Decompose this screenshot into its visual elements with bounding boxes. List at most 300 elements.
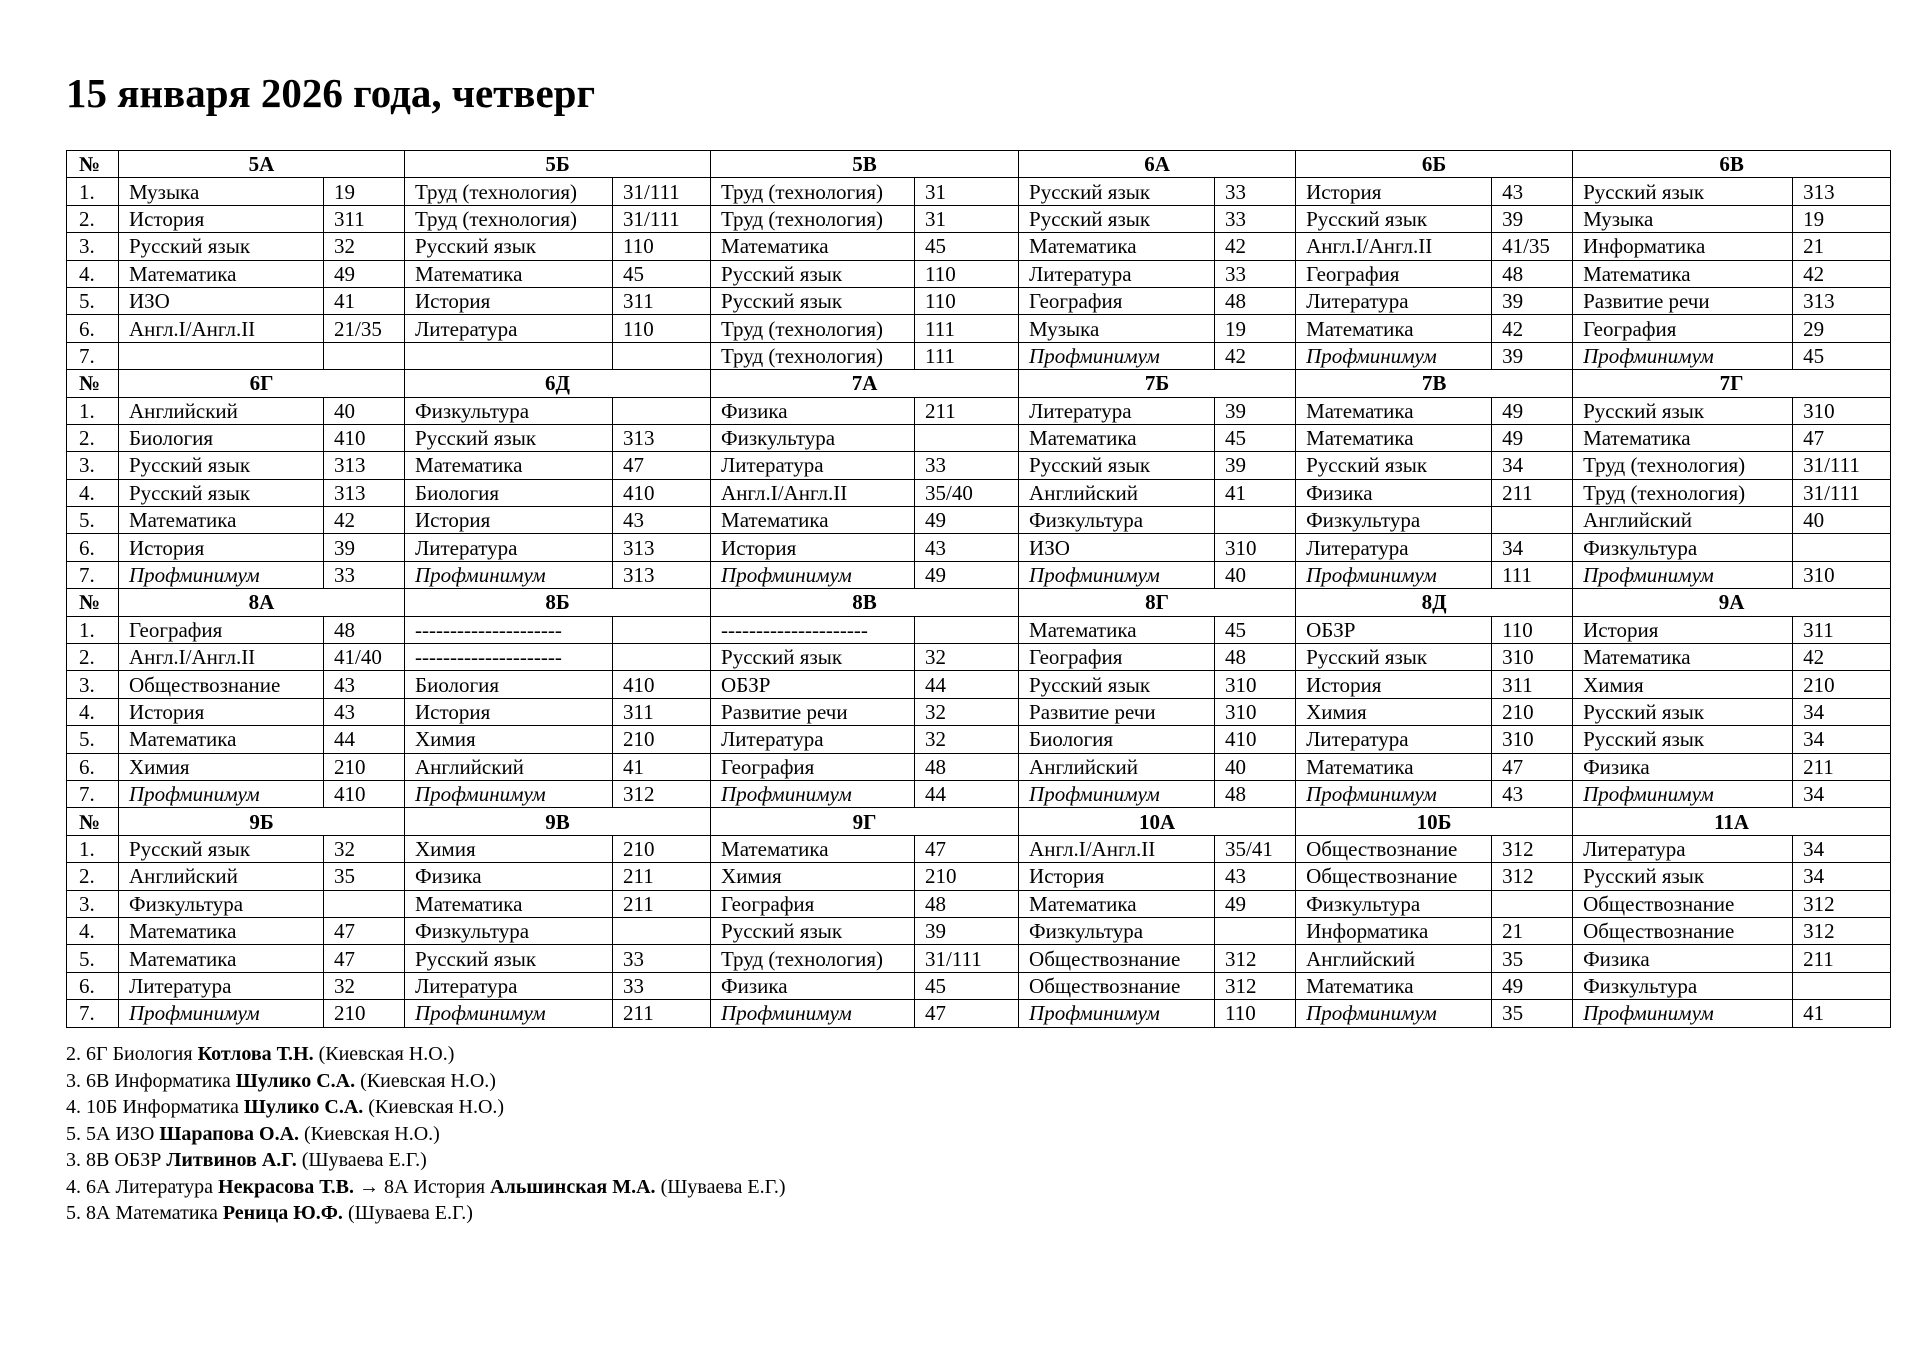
lesson-row — [67, 233, 1891, 260]
room-cell: 21 — [1793, 233, 1891, 260]
note-line — [66, 1041, 786, 1068]
note-suffix: (Киевская Н.О.) — [363, 1096, 505, 1118]
room-cell — [613, 644, 711, 671]
room-cell: 48 — [1492, 260, 1573, 287]
room-cell: 32 — [915, 726, 1019, 753]
lesson-number: 1. — [67, 835, 119, 862]
lesson-number: 5. — [67, 726, 119, 753]
note-line — [66, 1068, 786, 1095]
subject-cell: Развитие речи — [711, 698, 915, 725]
subject-cell: География — [1019, 644, 1215, 671]
subject-cell: Литература — [711, 452, 915, 479]
lesson-row — [67, 507, 1891, 534]
room-cell: 111 — [915, 342, 1019, 369]
subject-cell: Литература — [1296, 287, 1492, 314]
subject-cell: Биология — [119, 424, 324, 451]
subject-cell: История — [405, 507, 613, 534]
subject-cell: Литература — [1296, 534, 1492, 561]
room-cell: 410 — [1215, 726, 1296, 753]
lesson-row — [67, 260, 1891, 287]
room-cell: 35/40 — [915, 479, 1019, 506]
lesson-number: 7. — [67, 780, 119, 807]
subject-cell: Информатика — [1573, 233, 1793, 260]
room-cell: 43 — [915, 534, 1019, 561]
room-cell: 313 — [324, 452, 405, 479]
subject-cell: Математика — [1296, 397, 1492, 424]
subject-cell: ОБЗР — [1296, 616, 1492, 643]
subject-cell: Литература — [405, 972, 613, 999]
room-cell: 49 — [1492, 397, 1573, 424]
subject-cell: Биология — [405, 671, 613, 698]
room-cell: 45 — [1215, 616, 1296, 643]
room-cell: 47 — [324, 945, 405, 972]
subject-cell: Биология — [405, 479, 613, 506]
room-cell: 311 — [1793, 616, 1891, 643]
room-cell: 48 — [1215, 780, 1296, 807]
class-name-header: 7Г — [1573, 370, 1891, 397]
room-cell: 32 — [915, 698, 1019, 725]
room-cell: 42 — [1793, 644, 1891, 671]
subject-cell: Физика — [711, 972, 915, 999]
note-suffix: (Киевская Н.О.) — [355, 1069, 496, 1092]
lesson-row — [67, 917, 1891, 944]
class-name-header: 8А — [119, 589, 405, 616]
room-cell: 313 — [1793, 287, 1891, 314]
room-cell: 47 — [324, 917, 405, 944]
subject-cell: География — [119, 616, 324, 643]
class-name-header: 7Б — [1019, 370, 1296, 397]
subject-cell: Математика — [1296, 753, 1492, 780]
room-cell: 47 — [915, 1000, 1019, 1027]
room-cell: 41/40 — [324, 644, 405, 671]
room-cell: 49 — [915, 507, 1019, 534]
subject-cell: Профминимум — [1573, 342, 1793, 369]
subject-cell: Русский язык — [405, 233, 613, 260]
room-cell: 39 — [1492, 287, 1573, 314]
subject-cell: Труд (технология) — [711, 178, 915, 205]
class-name-header: 6Д — [405, 370, 711, 397]
subject-cell: Музыка — [1019, 315, 1215, 342]
room-cell: 34 — [1492, 534, 1573, 561]
lesson-number: 1. — [67, 178, 119, 205]
room-cell: 311 — [613, 698, 711, 725]
subject-cell: История — [1296, 178, 1492, 205]
room-cell: 35/41 — [1215, 835, 1296, 862]
subject-cell: ИЗО — [1019, 534, 1215, 561]
class-name-header: 7В — [1296, 370, 1573, 397]
subject-cell: Русский язык — [1573, 698, 1793, 725]
room-cell: 19 — [1215, 315, 1296, 342]
subject-cell: Физкультура — [405, 397, 613, 424]
lesson-row — [67, 644, 1891, 671]
room-cell: 49 — [324, 260, 405, 287]
room-cell: 210 — [613, 726, 711, 753]
class-name-header: 5А — [119, 151, 405, 178]
section-header-row — [67, 808, 1891, 835]
room-cell: 34 — [1793, 863, 1891, 890]
subject-cell: Музыка — [1573, 205, 1793, 232]
room-cell: 410 — [324, 424, 405, 451]
subject-cell: Литература — [405, 534, 613, 561]
room-cell: 43 — [613, 507, 711, 534]
subject-cell: История — [1573, 616, 1793, 643]
lesson-row — [67, 835, 1891, 862]
room-cell: 313 — [613, 424, 711, 451]
room-cell: 39 — [1215, 397, 1296, 424]
class-name-header: 7А — [711, 370, 1019, 397]
lesson-row — [67, 1000, 1891, 1027]
subject-cell: Физкультура — [1573, 534, 1793, 561]
subject-cell: Труд (технология) — [711, 945, 915, 972]
teacher-name: Шулико С.А. — [243, 1096, 364, 1118]
room-cell: 45 — [613, 260, 711, 287]
room-cell: 39 — [1215, 452, 1296, 479]
room-cell: 19 — [324, 178, 405, 205]
subject-cell: Биология — [1019, 726, 1215, 753]
subject-cell: География — [1573, 315, 1793, 342]
room-cell: 111 — [1492, 561, 1573, 588]
lesson-row — [67, 479, 1891, 506]
subject-cell: Англ.I/Англ.II — [119, 315, 324, 342]
lesson-row — [67, 945, 1891, 972]
class-name-header: 11А — [1573, 808, 1891, 835]
room-cell — [324, 342, 405, 369]
subject-cell: --------------------- — [405, 616, 613, 643]
lesson-row — [67, 452, 1891, 479]
room-cell: 40 — [1793, 507, 1891, 534]
note-line — [66, 1174, 786, 1201]
subject-cell: Английский — [1019, 753, 1215, 780]
subject-cell: Математика — [119, 726, 324, 753]
room-cell: 40 — [1215, 753, 1296, 780]
subject-cell: Профминимум — [1296, 561, 1492, 588]
subject-cell: Русский язык — [711, 644, 915, 671]
lesson-number: 2. — [67, 644, 119, 671]
subject-cell: История — [119, 205, 324, 232]
room-cell: 211 — [1793, 945, 1891, 972]
room-cell: 310 — [1215, 671, 1296, 698]
subject-cell: Русский язык — [119, 479, 324, 506]
subject-cell: Физика — [1573, 945, 1793, 972]
room-cell: 32 — [324, 233, 405, 260]
subject-cell: Профминимум — [1019, 1000, 1215, 1027]
lesson-row — [67, 726, 1891, 753]
subject-cell: Русский язык — [1296, 452, 1492, 479]
lesson-number: 7. — [67, 1000, 119, 1027]
teacher-name: Литвинов А.Г. — [166, 1149, 297, 1171]
teacher-name: Альшинская М.А. — [490, 1175, 656, 1198]
note-line — [66, 1147, 786, 1174]
room-cell: 42 — [324, 507, 405, 534]
room-cell — [1492, 890, 1573, 917]
schedule-table — [66, 150, 1891, 1028]
lesson-number: 3. — [67, 671, 119, 698]
room-cell: 21/35 — [324, 315, 405, 342]
room-cell — [1793, 534, 1891, 561]
room-cell: 29 — [1793, 315, 1891, 342]
room-cell: 311 — [613, 287, 711, 314]
lesson-number: 4. — [67, 260, 119, 287]
subject-cell: Профминимум — [711, 780, 915, 807]
lesson-number-header: № — [67, 370, 119, 397]
subject-cell: Математика — [711, 507, 915, 534]
class-name-header: 5В — [711, 151, 1019, 178]
note-prefix: 3. 6В Информатика — [66, 1069, 236, 1092]
room-cell: 312 — [1793, 917, 1891, 944]
lesson-row — [67, 315, 1891, 342]
room-cell: 43 — [324, 671, 405, 698]
room-cell: 31/111 — [1793, 452, 1891, 479]
lesson-number-header: № — [67, 589, 119, 616]
room-cell: 43 — [1492, 780, 1573, 807]
room-cell: 32 — [324, 972, 405, 999]
class-name-header: 5Б — [405, 151, 711, 178]
subject-cell: Английский — [119, 863, 324, 890]
lesson-number: 2. — [67, 205, 119, 232]
subject-cell: Обществознание — [119, 671, 324, 698]
room-cell: 312 — [1215, 945, 1296, 972]
subject-cell: Физика — [1573, 753, 1793, 780]
class-name-header: 9В — [405, 808, 711, 835]
subject-cell: Информатика — [1296, 917, 1492, 944]
subject-cell: Физкультура — [711, 424, 915, 451]
subject-cell: Англ.I/Англ.II — [119, 644, 324, 671]
subject-cell: Русский язык — [1296, 205, 1492, 232]
subject-cell: Физкультура — [119, 890, 324, 917]
room-cell: 311 — [324, 205, 405, 232]
note-suffix: (Шуваева Е.Г.) — [296, 1149, 427, 1171]
room-cell: 310 — [1793, 397, 1891, 424]
room-cell: 48 — [324, 616, 405, 643]
subject-cell: Профминимум — [1019, 561, 1215, 588]
subject-cell: Профминимум — [119, 561, 324, 588]
room-cell — [613, 397, 711, 424]
room-cell — [613, 342, 711, 369]
subject-cell: Англ.I/Англ.II — [1019, 835, 1215, 862]
room-cell: 42 — [1793, 260, 1891, 287]
subject-cell: Развитие речи — [1573, 287, 1793, 314]
room-cell: 410 — [613, 479, 711, 506]
class-name-header: 8В — [711, 589, 1019, 616]
subject-cell: Профминимум — [1573, 561, 1793, 588]
subject-cell: Литература — [119, 972, 324, 999]
note-prefix: 2. 6Г Биология — [66, 1043, 198, 1065]
subject-cell: Музыка — [119, 178, 324, 205]
subject-cell: Труд (технология) — [405, 205, 613, 232]
subject-cell: Профминимум — [405, 561, 613, 588]
subject-cell: Английский — [1573, 507, 1793, 534]
room-cell: 313 — [613, 561, 711, 588]
teacher-name: Котлова Т.Н. — [197, 1043, 314, 1065]
room-cell — [915, 424, 1019, 451]
room-cell: 45 — [1793, 342, 1891, 369]
subject-cell: Математика — [711, 835, 915, 862]
room-cell: 49 — [1215, 890, 1296, 917]
lesson-number: 7. — [67, 561, 119, 588]
subject-cell: Профминимум — [1573, 1000, 1793, 1027]
lesson-row — [67, 397, 1891, 424]
lesson-number: 5. — [67, 507, 119, 534]
room-cell: 44 — [324, 726, 405, 753]
class-name-header: 10Б — [1296, 808, 1573, 835]
subject-cell: Математика — [1296, 424, 1492, 451]
subject-cell: Труд (технология) — [711, 205, 915, 232]
subject-cell: Химия — [119, 753, 324, 780]
subject-cell: Профминимум — [711, 561, 915, 588]
subject-cell: Математика — [1573, 644, 1793, 671]
lesson-number: 4. — [67, 479, 119, 506]
subject-cell: Физика — [405, 863, 613, 890]
class-name-header: 9А — [1573, 589, 1891, 616]
room-cell: 210 — [915, 863, 1019, 890]
subject-cell: Русский язык — [711, 260, 915, 287]
subject-cell: Труд (технология) — [1573, 479, 1793, 506]
subject-cell: Физкультура — [1019, 917, 1215, 944]
note-prefix: 5. 8А Математика — [66, 1202, 223, 1224]
subject-cell: Математика — [405, 452, 613, 479]
subject-cell: Труд (технология) — [711, 342, 915, 369]
subject-cell: Русский язык — [119, 835, 324, 862]
subject-cell: История — [711, 534, 915, 561]
subject-cell: Профминимум — [1019, 780, 1215, 807]
subject-cell: Математика — [1019, 890, 1215, 917]
subject-cell: Русский язык — [1573, 397, 1793, 424]
lesson-row — [67, 671, 1891, 698]
room-cell: 47 — [1492, 753, 1573, 780]
room-cell: 31/111 — [915, 945, 1019, 972]
subject-cell: Русский язык — [711, 287, 915, 314]
subject-cell: География — [711, 890, 915, 917]
lesson-row — [67, 863, 1891, 890]
lesson-row — [67, 753, 1891, 780]
subject-cell: Литература — [1019, 397, 1215, 424]
room-cell: 210 — [1492, 698, 1573, 725]
subject-cell: Обществознание — [1296, 835, 1492, 862]
room-cell — [324, 890, 405, 917]
room-cell: 34 — [1492, 452, 1573, 479]
subject-cell: Математика — [711, 233, 915, 260]
room-cell: 43 — [1492, 178, 1573, 205]
subject-cell: Обществознание — [1573, 917, 1793, 944]
room-cell: 45 — [1215, 424, 1296, 451]
class-name-header: 6А — [1019, 151, 1296, 178]
subject-cell: Химия — [1573, 671, 1793, 698]
room-cell: 312 — [1793, 890, 1891, 917]
room-cell: 42 — [1215, 233, 1296, 260]
room-cell: 45 — [915, 972, 1019, 999]
lesson-number: 6. — [67, 534, 119, 561]
room-cell: 19 — [1793, 205, 1891, 232]
subject-cell: Математика — [1573, 260, 1793, 287]
subject-cell: Труд (технология) — [711, 315, 915, 342]
subject-cell: Химия — [1296, 698, 1492, 725]
room-cell: 313 — [1793, 178, 1891, 205]
room-cell: 42 — [1215, 342, 1296, 369]
room-cell: 32 — [915, 644, 1019, 671]
lesson-number: 3. — [67, 233, 119, 260]
note-line — [66, 1094, 786, 1121]
subject-cell: Литература — [405, 315, 613, 342]
subject-cell: Англ.I/Англ.II — [711, 479, 915, 506]
subject-cell: Русский язык — [1019, 671, 1215, 698]
subject-cell: Русский язык — [1019, 205, 1215, 232]
subject-cell: Профминимум — [1296, 342, 1492, 369]
subject-cell: Химия — [711, 863, 915, 890]
class-name-header: 6Г — [119, 370, 405, 397]
room-cell: 41 — [1793, 1000, 1891, 1027]
subject-cell: Профминимум — [1573, 780, 1793, 807]
room-cell: 34 — [1793, 698, 1891, 725]
subject-cell: Обществознание — [1019, 972, 1215, 999]
teacher-name: Шулико С.А. — [235, 1069, 356, 1092]
lesson-row — [67, 890, 1891, 917]
room-cell: 310 — [1793, 561, 1891, 588]
note-line — [66, 1121, 786, 1148]
room-cell: 33 — [613, 972, 711, 999]
room-cell: 310 — [1492, 644, 1573, 671]
subject-cell: Математика — [119, 507, 324, 534]
room-cell: 32 — [324, 835, 405, 862]
room-cell: 31/111 — [1793, 479, 1891, 506]
lesson-row — [67, 205, 1891, 232]
room-cell: 110 — [915, 287, 1019, 314]
lesson-number-header: № — [67, 808, 119, 835]
room-cell: 39 — [1492, 205, 1573, 232]
subject-cell: Физкультура — [1019, 507, 1215, 534]
room-cell: 47 — [1793, 424, 1891, 451]
lesson-row — [67, 561, 1891, 588]
room-cell: 43 — [1215, 863, 1296, 890]
subject-cell: Русский язык — [1019, 452, 1215, 479]
subject-cell: Химия — [405, 835, 613, 862]
lesson-number-header: № — [67, 151, 119, 178]
room-cell: 31 — [915, 178, 1019, 205]
subject-cell: Труд (технология) — [1573, 452, 1793, 479]
subject-cell: Литература — [1296, 726, 1492, 753]
note-suffix: (Киевская Н.О.) — [313, 1043, 455, 1065]
lesson-row — [67, 178, 1891, 205]
room-cell: 210 — [324, 753, 405, 780]
subject-cell: Русский язык — [405, 424, 613, 451]
subject-cell: Литература — [711, 726, 915, 753]
room-cell: 210 — [613, 835, 711, 862]
section-header-row — [67, 589, 1891, 616]
room-cell — [613, 917, 711, 944]
room-cell: 313 — [324, 479, 405, 506]
room-cell: 210 — [324, 1000, 405, 1027]
room-cell: 211 — [613, 890, 711, 917]
class-name-header: 8Б — [405, 589, 711, 616]
lesson-row — [67, 287, 1891, 314]
room-cell: 39 — [324, 534, 405, 561]
subject-cell: География — [1019, 287, 1215, 314]
class-name-header: 8Д — [1296, 589, 1573, 616]
class-name-header: 9Б — [119, 808, 405, 835]
room-cell: 110 — [613, 233, 711, 260]
note-prefix: 3. 8В ОБЗР — [66, 1149, 167, 1171]
subject-cell: Математика — [119, 260, 324, 287]
subject-cell: География — [1296, 260, 1492, 287]
room-cell: 34 — [1793, 726, 1891, 753]
teacher-name: Некрасова Т.В. — [218, 1175, 354, 1198]
room-cell: 35 — [1492, 1000, 1573, 1027]
substitution-notes — [66, 1041, 786, 1227]
section-header-row — [67, 370, 1891, 397]
room-cell: 211 — [613, 1000, 711, 1027]
room-cell: 33 — [1215, 205, 1296, 232]
room-cell: 45 — [915, 233, 1019, 260]
room-cell: 310 — [1215, 534, 1296, 561]
